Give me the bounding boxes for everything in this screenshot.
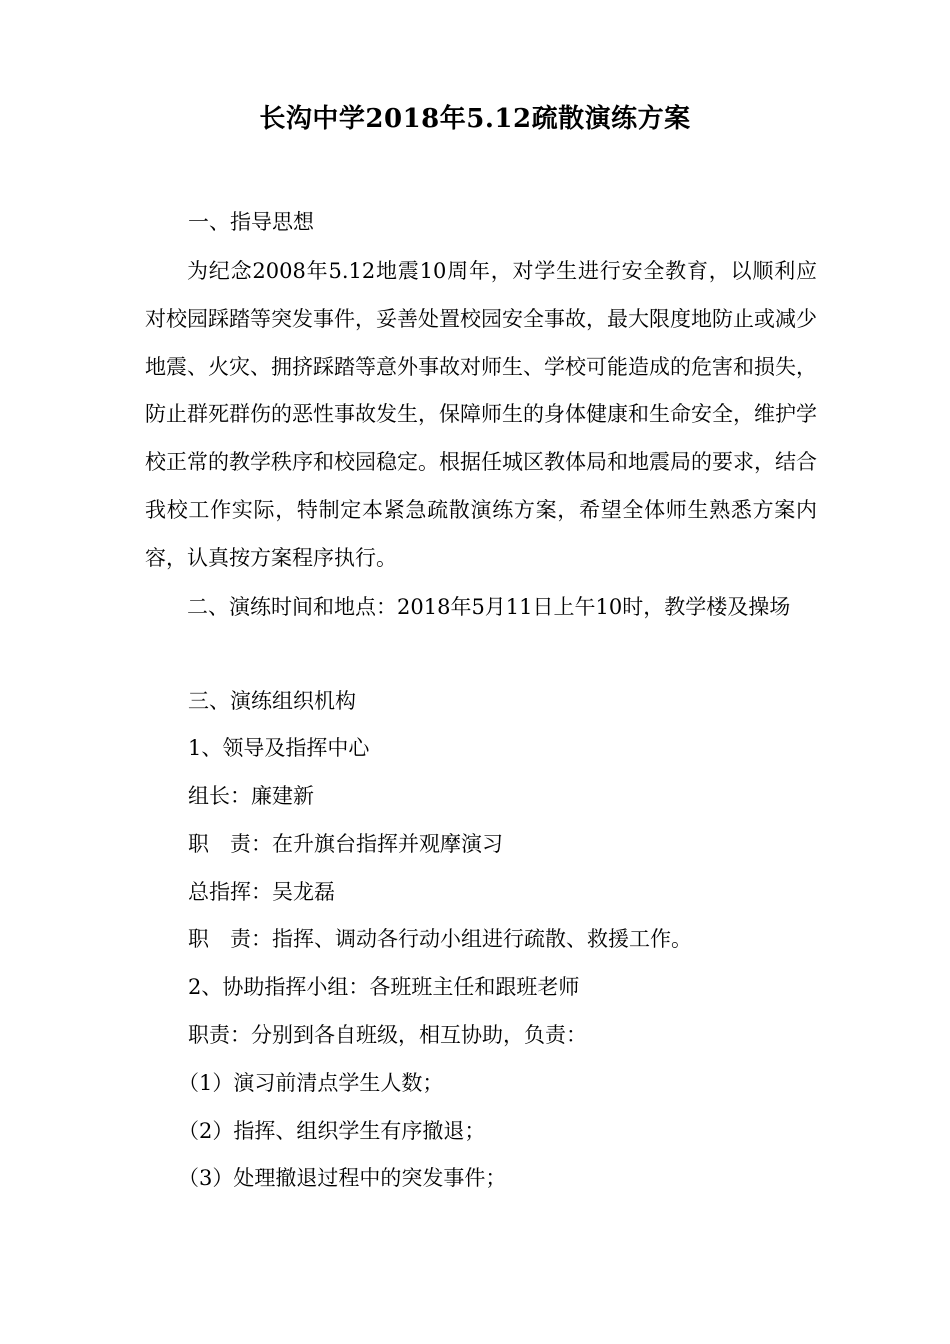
commander-duty-line: 职 责：指挥、调动各行动小组进行疏散、救援工作。 bbox=[188, 927, 692, 951]
sub2-duty-line: 职责：分别到各自班级，相互协助，负责： bbox=[188, 1023, 587, 1047]
leader-duty-line: 职 责：在升旗台指挥并观摩演习 bbox=[188, 832, 503, 856]
list-item: （2）指挥、组织学生有序撤退； bbox=[178, 1119, 486, 1143]
section3-heading: 三、演练组织机构 bbox=[188, 689, 356, 713]
list-item: （1）演习前清点学生人数； bbox=[178, 1071, 444, 1095]
sub2-heading: 2、协助指挥小组：各班班主任和跟班老师 bbox=[188, 975, 580, 999]
list-item: （3）处理撤退过程中的突发事件； bbox=[178, 1166, 507, 1190]
section1-body: 为纪念2008年5.12地震10周年，对学生进行安全教育，以顺利应对校园踩踏等突发事件，妥善处置校园安全事故，最大限度地防止或减少地震、火灾、拥挤踩踏等意外事故对师生、学校可能造成的危害和损失，防止群死群伤的恶性事故发生，保障师生的身体健康和生命安全，维护学校正常的教学秩序和校园稳定。根据任城区教体局和地震局的要求，结合我校工作实际，特制定本紧急疏散演练方案，希望全体师生熟悉方案内容，认真按方案程序执行。 bbox=[145, 259, 817, 570]
section1-heading: 一、指导思想 bbox=[188, 210, 314, 234]
commander-line: 总指挥：吴龙磊 bbox=[188, 880, 335, 904]
document-title: 长沟中学2018年5.12疏散演练方案 bbox=[259, 104, 691, 134]
section2-text: 二、演练时间和地点：2018年5月11日上午10时，教学楼及操场 bbox=[187, 595, 791, 619]
sub1-heading: 1、领导及指挥中心 bbox=[188, 736, 370, 760]
leader-line: 组长：廉建新 bbox=[188, 784, 314, 808]
